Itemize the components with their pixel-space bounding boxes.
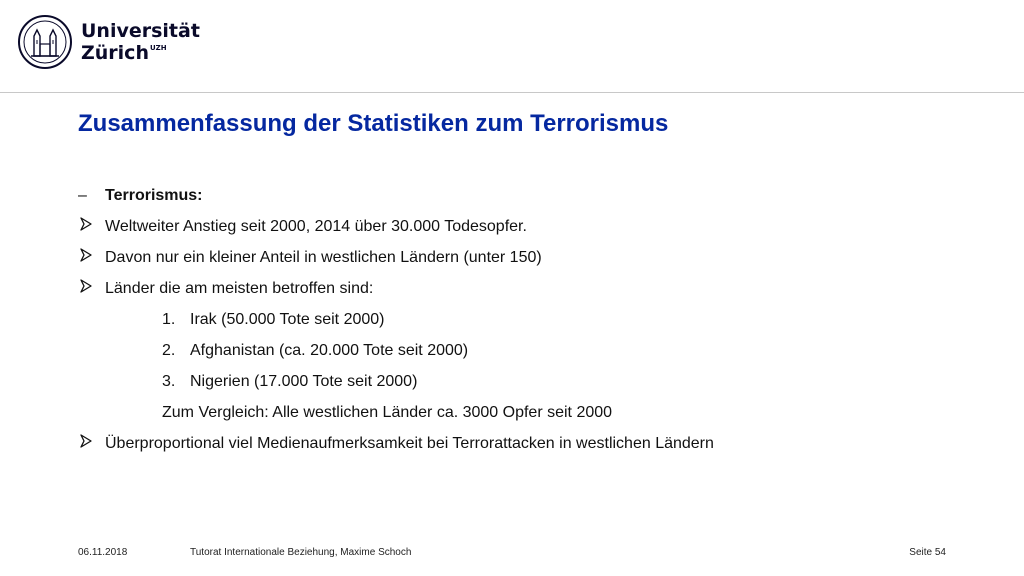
section-heading-text: Terrorismus:: [105, 187, 203, 204]
bullet-item: [78, 428, 978, 459]
bullet-item: [78, 273, 978, 304]
numbered-item: [78, 335, 978, 366]
university-name-line1: Universität: [81, 20, 200, 42]
numbered-item: [78, 304, 978, 335]
university-logo: [17, 14, 200, 70]
bullet-text: Davon nur ein kleiner Anteil in westlichen Ländern (unter 150): [105, 249, 542, 266]
university-seal-icon: [17, 14, 73, 70]
item-number: 1.: [162, 311, 176, 328]
slide-title: Zusammenfassung der Statistiken zum Terrorismus: [78, 110, 669, 137]
arrow-bullet-icon: [79, 217, 93, 231]
section-heading: [78, 180, 978, 211]
university-name: [81, 20, 200, 64]
arrow-bullet-icon: [79, 279, 93, 293]
dash-marker: –: [78, 187, 87, 204]
bullet-item: [78, 211, 978, 242]
footer-course: Tutorat Internationale Beziehung, Maxime Schoch: [190, 547, 412, 558]
slide-content: [78, 180, 978, 459]
bullet-item: [78, 242, 978, 273]
university-name-line2: Zürich: [81, 42, 149, 64]
arrow-bullet-icon: [79, 434, 93, 448]
bullet-text: Überproportional viel Medienaufmerksamkeit bei Terrorattacken in westlichen Ländern: [105, 435, 714, 452]
numbered-item-text: Afghanistan (ca. 20.000 Tote seit 2000): [190, 342, 469, 359]
footer-page-number: Seite 54: [909, 547, 946, 558]
numbered-item-text: Irak (50.000 Tote seit 2000): [190, 311, 385, 328]
numbered-item: [78, 366, 978, 397]
numbered-item-text: Nigerien (17.000 Tote seit 2000): [190, 373, 418, 390]
item-number: 3.: [162, 373, 176, 390]
arrow-bullet-icon: [79, 248, 93, 262]
item-number: 2.: [162, 342, 176, 359]
comparison-note: Zum Vergleich: Alle westlichen Länder ca. 3000 Opfer seit 2000: [162, 404, 613, 421]
bullet-text: Länder die am meisten betroffen sind:: [105, 280, 374, 297]
uzh-superscript: UZH: [149, 44, 167, 52]
header-divider: [0, 92, 1024, 93]
footer-date: 06.11.2018: [78, 547, 128, 558]
bullet-text: Weltweiter Anstieg seit 2000, 2014 über 30.000 Todesopfer.: [105, 218, 527, 235]
